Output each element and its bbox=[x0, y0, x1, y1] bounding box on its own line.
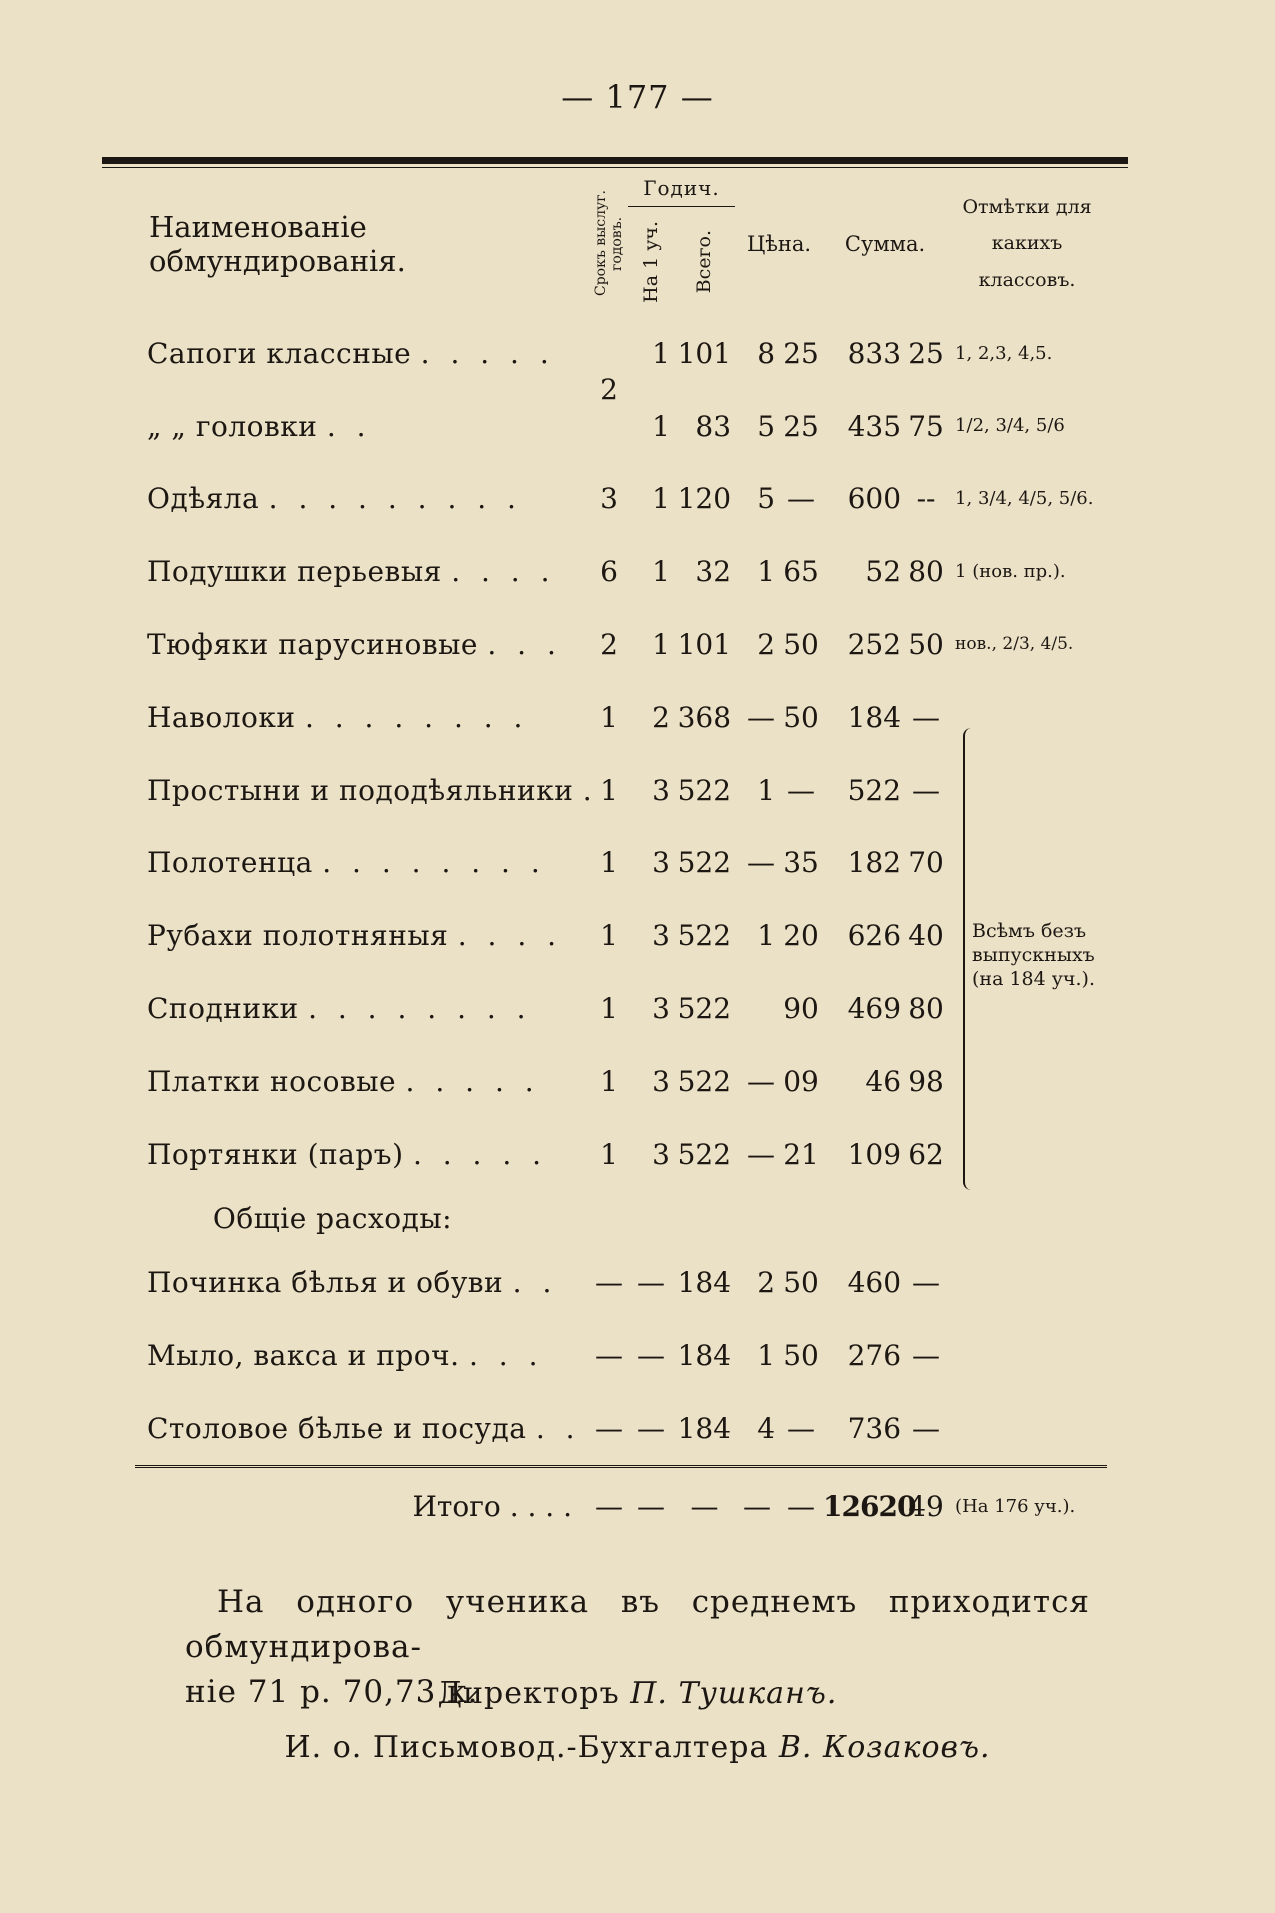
table-row bbox=[135, 463, 1107, 536]
item-term: 3 bbox=[600, 482, 618, 516]
item-sum-kop: 75 bbox=[908, 409, 944, 443]
item-term: — bbox=[595, 1412, 623, 1446]
page-number: — 177 — bbox=[561, 78, 714, 116]
item-price-rub bbox=[735, 972, 779, 1045]
header-annual: Годич. bbox=[628, 170, 735, 207]
item-price-kop: 35 bbox=[783, 846, 819, 880]
item-price-kop: — bbox=[787, 482, 816, 516]
item-price-rub: 4 bbox=[757, 1412, 776, 1446]
table-row bbox=[135, 972, 1107, 1045]
item-name: Полотенца . . . . . . . . bbox=[147, 846, 546, 880]
item-sum-rub: 182 bbox=[847, 846, 902, 880]
item-sum-kop: — bbox=[912, 1412, 941, 1446]
item-sum-kop: 98 bbox=[908, 1064, 944, 1098]
item-price-rub: 1 bbox=[757, 773, 776, 807]
item-sum-kop: — bbox=[912, 1339, 941, 1373]
item-price-kop: 25 bbox=[783, 409, 819, 443]
item-per-pupil: 1 bbox=[652, 628, 670, 662]
total-remark: (На 176 уч.). bbox=[947, 1466, 1107, 1546]
item-name: „ „ головки . . bbox=[147, 409, 372, 443]
item-price-kop: 21 bbox=[783, 1137, 819, 1171]
item-sum-rub: 522 bbox=[847, 773, 902, 807]
item-name: Столовое бѣлье и посуда . . bbox=[147, 1412, 581, 1446]
item-name: Одѣяла . . . . . . . . . bbox=[147, 482, 522, 516]
item-sum-kop: 40 bbox=[908, 919, 944, 953]
item-sum-rub: 276 bbox=[847, 1339, 902, 1373]
item-total: 184 bbox=[677, 1339, 732, 1373]
item-per-pupil: 3 bbox=[652, 1137, 670, 1171]
table-row bbox=[135, 681, 1107, 754]
item-total: 522 bbox=[677, 1064, 732, 1098]
item-sum-kop: -- bbox=[916, 482, 936, 516]
item-name: Рубахи полотняныя . . . . bbox=[147, 919, 563, 953]
total-label: Итого . . . . bbox=[135, 1466, 590, 1546]
item-sum-kop: 80 bbox=[908, 555, 944, 589]
item-name: Портянки (паръ) . . . . . bbox=[147, 1137, 548, 1171]
header-remarks: Отмѣтки для какихъ классовъ. bbox=[962, 196, 1092, 291]
item-sum-rub: 435 bbox=[847, 409, 902, 443]
item-term: 1 bbox=[600, 773, 618, 807]
section-row bbox=[135, 1191, 1107, 1247]
item-total: 368 bbox=[677, 700, 732, 734]
item-price-rub: — bbox=[747, 1064, 776, 1098]
item-total: 83 bbox=[695, 409, 732, 443]
item-per-pupil: 3 bbox=[652, 1064, 670, 1098]
item-total: 32 bbox=[695, 555, 732, 589]
item-sum-rub: 736 bbox=[847, 1412, 902, 1446]
header-name: Наименованіе обмундированія. bbox=[149, 209, 406, 278]
table-row bbox=[135, 899, 1107, 972]
item-remark: 1, 2,3, 4,5. bbox=[955, 342, 1053, 364]
item-per-pupil: 1 bbox=[652, 409, 670, 443]
table-row bbox=[135, 1045, 1107, 1118]
item-per-pupil: — bbox=[637, 1412, 665, 1446]
item-price-kop: — bbox=[787, 773, 816, 807]
item-term: 1 bbox=[600, 919, 618, 953]
item-per-pupil: 1 bbox=[652, 482, 670, 516]
item-sum-kop: — bbox=[912, 700, 941, 734]
uniform-cost-table bbox=[135, 170, 1107, 1546]
header-price: Цѣна. bbox=[746, 231, 812, 256]
clerk-title: И. о. Письмовод.-Бухгалтера bbox=[284, 1730, 769, 1765]
item-name: Сподники . . . . . . . . bbox=[147, 992, 532, 1026]
item-term: 1 bbox=[600, 846, 618, 880]
item-sum-kop: 70 bbox=[908, 846, 944, 880]
item-price-rub: 1 bbox=[757, 919, 776, 953]
item-total: 184 bbox=[677, 1412, 732, 1446]
header-per-pupil-text: На 1 уч. bbox=[639, 221, 662, 303]
header-per-pupil bbox=[628, 207, 674, 318]
total-price-rub: — bbox=[735, 1466, 779, 1546]
item-term: — bbox=[595, 1339, 623, 1373]
table-row bbox=[135, 754, 1107, 827]
item-name: Сапоги классные . . . . . bbox=[147, 336, 555, 370]
item-sum-rub: 252 bbox=[847, 628, 902, 662]
summary-line-2: ніе 71 р. 70,73 к. bbox=[185, 1673, 479, 1710]
item-sum-kop: — bbox=[912, 1266, 941, 1300]
item-price-rub: 2 bbox=[757, 628, 776, 662]
item-price-kop: 20 bbox=[783, 919, 819, 953]
item-price-kop: — bbox=[787, 1412, 816, 1446]
item-term: 1 bbox=[600, 1137, 618, 1171]
director-signature bbox=[0, 1676, 1275, 1711]
item-per-pupil: 3 bbox=[652, 919, 670, 953]
item-sum-rub: 469 bbox=[847, 992, 902, 1026]
total-sum-kop: 49 bbox=[905, 1466, 947, 1546]
header-sum: Сумма. bbox=[844, 231, 926, 256]
section-label: Общіе расходы: bbox=[212, 1202, 453, 1236]
item-sum-rub: 626 bbox=[847, 919, 902, 953]
item-per-pupil: 1 bbox=[652, 336, 670, 370]
total-term: — bbox=[590, 1466, 628, 1546]
item-sum-kop: 80 bbox=[908, 992, 944, 1026]
item-total: 184 bbox=[677, 1266, 732, 1300]
item-sum-kop: — bbox=[912, 773, 941, 807]
total-sum-rub: 12620 bbox=[823, 1466, 905, 1546]
table-row bbox=[135, 1247, 1107, 1320]
item-total: 522 bbox=[677, 773, 732, 807]
item-total: 101 bbox=[677, 628, 732, 662]
header-term bbox=[590, 170, 628, 317]
table-row bbox=[135, 1118, 1107, 1191]
item-sum-rub: 833 bbox=[847, 336, 902, 370]
item-sum-kop: 62 bbox=[908, 1137, 944, 1171]
table-row bbox=[135, 317, 1107, 390]
item-price-rub: — bbox=[747, 700, 776, 734]
item-sum-rub: 460 bbox=[847, 1266, 902, 1300]
item-name: Подушки перьевыя . . . . bbox=[147, 555, 556, 589]
item-price-rub: — bbox=[747, 1137, 776, 1171]
item-remark: 1 (нов. пр.). bbox=[955, 560, 1066, 582]
clerk-name: В. Козаковъ. bbox=[778, 1730, 991, 1765]
item-per-pupil: 2 bbox=[652, 700, 670, 734]
item-per-pupil: 3 bbox=[652, 992, 670, 1026]
summary-line-1: На одного ученика въ среднемъ приходится обмундирова- bbox=[185, 1584, 1090, 1665]
item-sum-rub: 184 bbox=[847, 700, 902, 734]
item-term: 2 bbox=[600, 373, 618, 407]
item-per-pupil: 3 bbox=[652, 773, 670, 807]
item-remark: 1/2, 3/4, 5/6 bbox=[955, 415, 1065, 437]
item-price-kop: 65 bbox=[783, 555, 819, 589]
item-term: 1 bbox=[600, 1064, 618, 1098]
total-total: — bbox=[674, 1466, 735, 1546]
item-sum-rub: 46 bbox=[865, 1064, 902, 1098]
item-price-kop: 50 bbox=[783, 1266, 819, 1300]
item-per-pupil: 1 bbox=[652, 555, 670, 589]
item-total: 522 bbox=[677, 919, 732, 953]
item-price-kop: 09 bbox=[783, 1064, 819, 1098]
group-note: Всѣмъ безъ выпускныхъ (на 184 уч.). bbox=[972, 920, 1095, 990]
total-row bbox=[135, 1466, 1107, 1546]
table-row bbox=[135, 1392, 1107, 1466]
top-rule bbox=[102, 157, 1128, 164]
item-total: 101 bbox=[677, 336, 732, 370]
item-per-pupil: — bbox=[637, 1266, 665, 1300]
table-row bbox=[135, 608, 1107, 681]
item-name: Наволоки . . . . . . . . bbox=[147, 700, 529, 734]
item-total: 120 bbox=[677, 482, 732, 516]
item-price-rub: 1 bbox=[757, 1339, 776, 1373]
item-term: 1 bbox=[600, 992, 618, 1026]
item-name: Починка бѣлья и обуви . . bbox=[147, 1266, 558, 1300]
item-price-rub: 8 bbox=[757, 336, 776, 370]
item-per-pupil: 3 bbox=[652, 846, 670, 880]
item-price-kop: 50 bbox=[783, 628, 819, 662]
item-remark: нов., 2/3, 4/5. bbox=[955, 634, 1074, 655]
item-per-pupil: — bbox=[637, 1339, 665, 1373]
table-row bbox=[135, 535, 1107, 608]
item-name: Простыни и пододѣяльники . bbox=[147, 773, 598, 807]
header-total bbox=[674, 207, 735, 318]
item-total: 522 bbox=[677, 1137, 732, 1171]
item-price-kop: 50 bbox=[783, 1339, 819, 1373]
item-price-rub: 2 bbox=[757, 1266, 776, 1300]
item-price-rub: 5 bbox=[757, 409, 776, 443]
total-per-pupil: — bbox=[628, 1466, 674, 1546]
item-sum-rub: 109 bbox=[847, 1137, 902, 1171]
item-price-kop: 50 bbox=[783, 700, 819, 734]
item-price-rub: — bbox=[747, 846, 776, 880]
item-name: Тюфяки парусиновые . . . bbox=[147, 628, 562, 662]
item-price-kop: 25 bbox=[783, 336, 819, 370]
item-term: — bbox=[595, 1266, 623, 1300]
item-term: 1 bbox=[600, 700, 618, 734]
header-term-text: Срокъ выслуг. годовъ. bbox=[592, 190, 625, 297]
table-row bbox=[135, 1319, 1107, 1392]
top-rule-thin bbox=[102, 167, 1128, 168]
item-price-rub: 1 bbox=[757, 555, 776, 589]
clerk-signature bbox=[0, 1730, 1275, 1765]
item-total: 522 bbox=[677, 992, 732, 1026]
item-name: Мыло, вакса и проч. . . . bbox=[147, 1339, 544, 1373]
item-sum-kop: 25 bbox=[908, 336, 944, 370]
table-row bbox=[135, 827, 1107, 900]
item-total: 522 bbox=[677, 846, 732, 880]
item-name: Платки носовые . . . . . bbox=[147, 1064, 540, 1098]
total-price-kop: — bbox=[779, 1466, 823, 1546]
item-price-rub: 5 bbox=[757, 482, 776, 516]
item-sum-kop: 50 bbox=[908, 628, 944, 662]
item-term: 2 bbox=[600, 628, 618, 662]
director-title: Директоръ bbox=[437, 1676, 620, 1711]
item-price-kop: 90 bbox=[783, 992, 819, 1026]
item-sum-rub: 52 bbox=[865, 555, 902, 589]
item-sum-rub: 600 bbox=[847, 482, 902, 516]
item-term: 6 bbox=[600, 555, 618, 589]
director-name: П. Тушканъ. bbox=[630, 1676, 838, 1711]
item-remark: 1, 3/4, 4/5, 5/6. bbox=[955, 488, 1094, 510]
header-total-text: Всего. bbox=[693, 230, 715, 294]
